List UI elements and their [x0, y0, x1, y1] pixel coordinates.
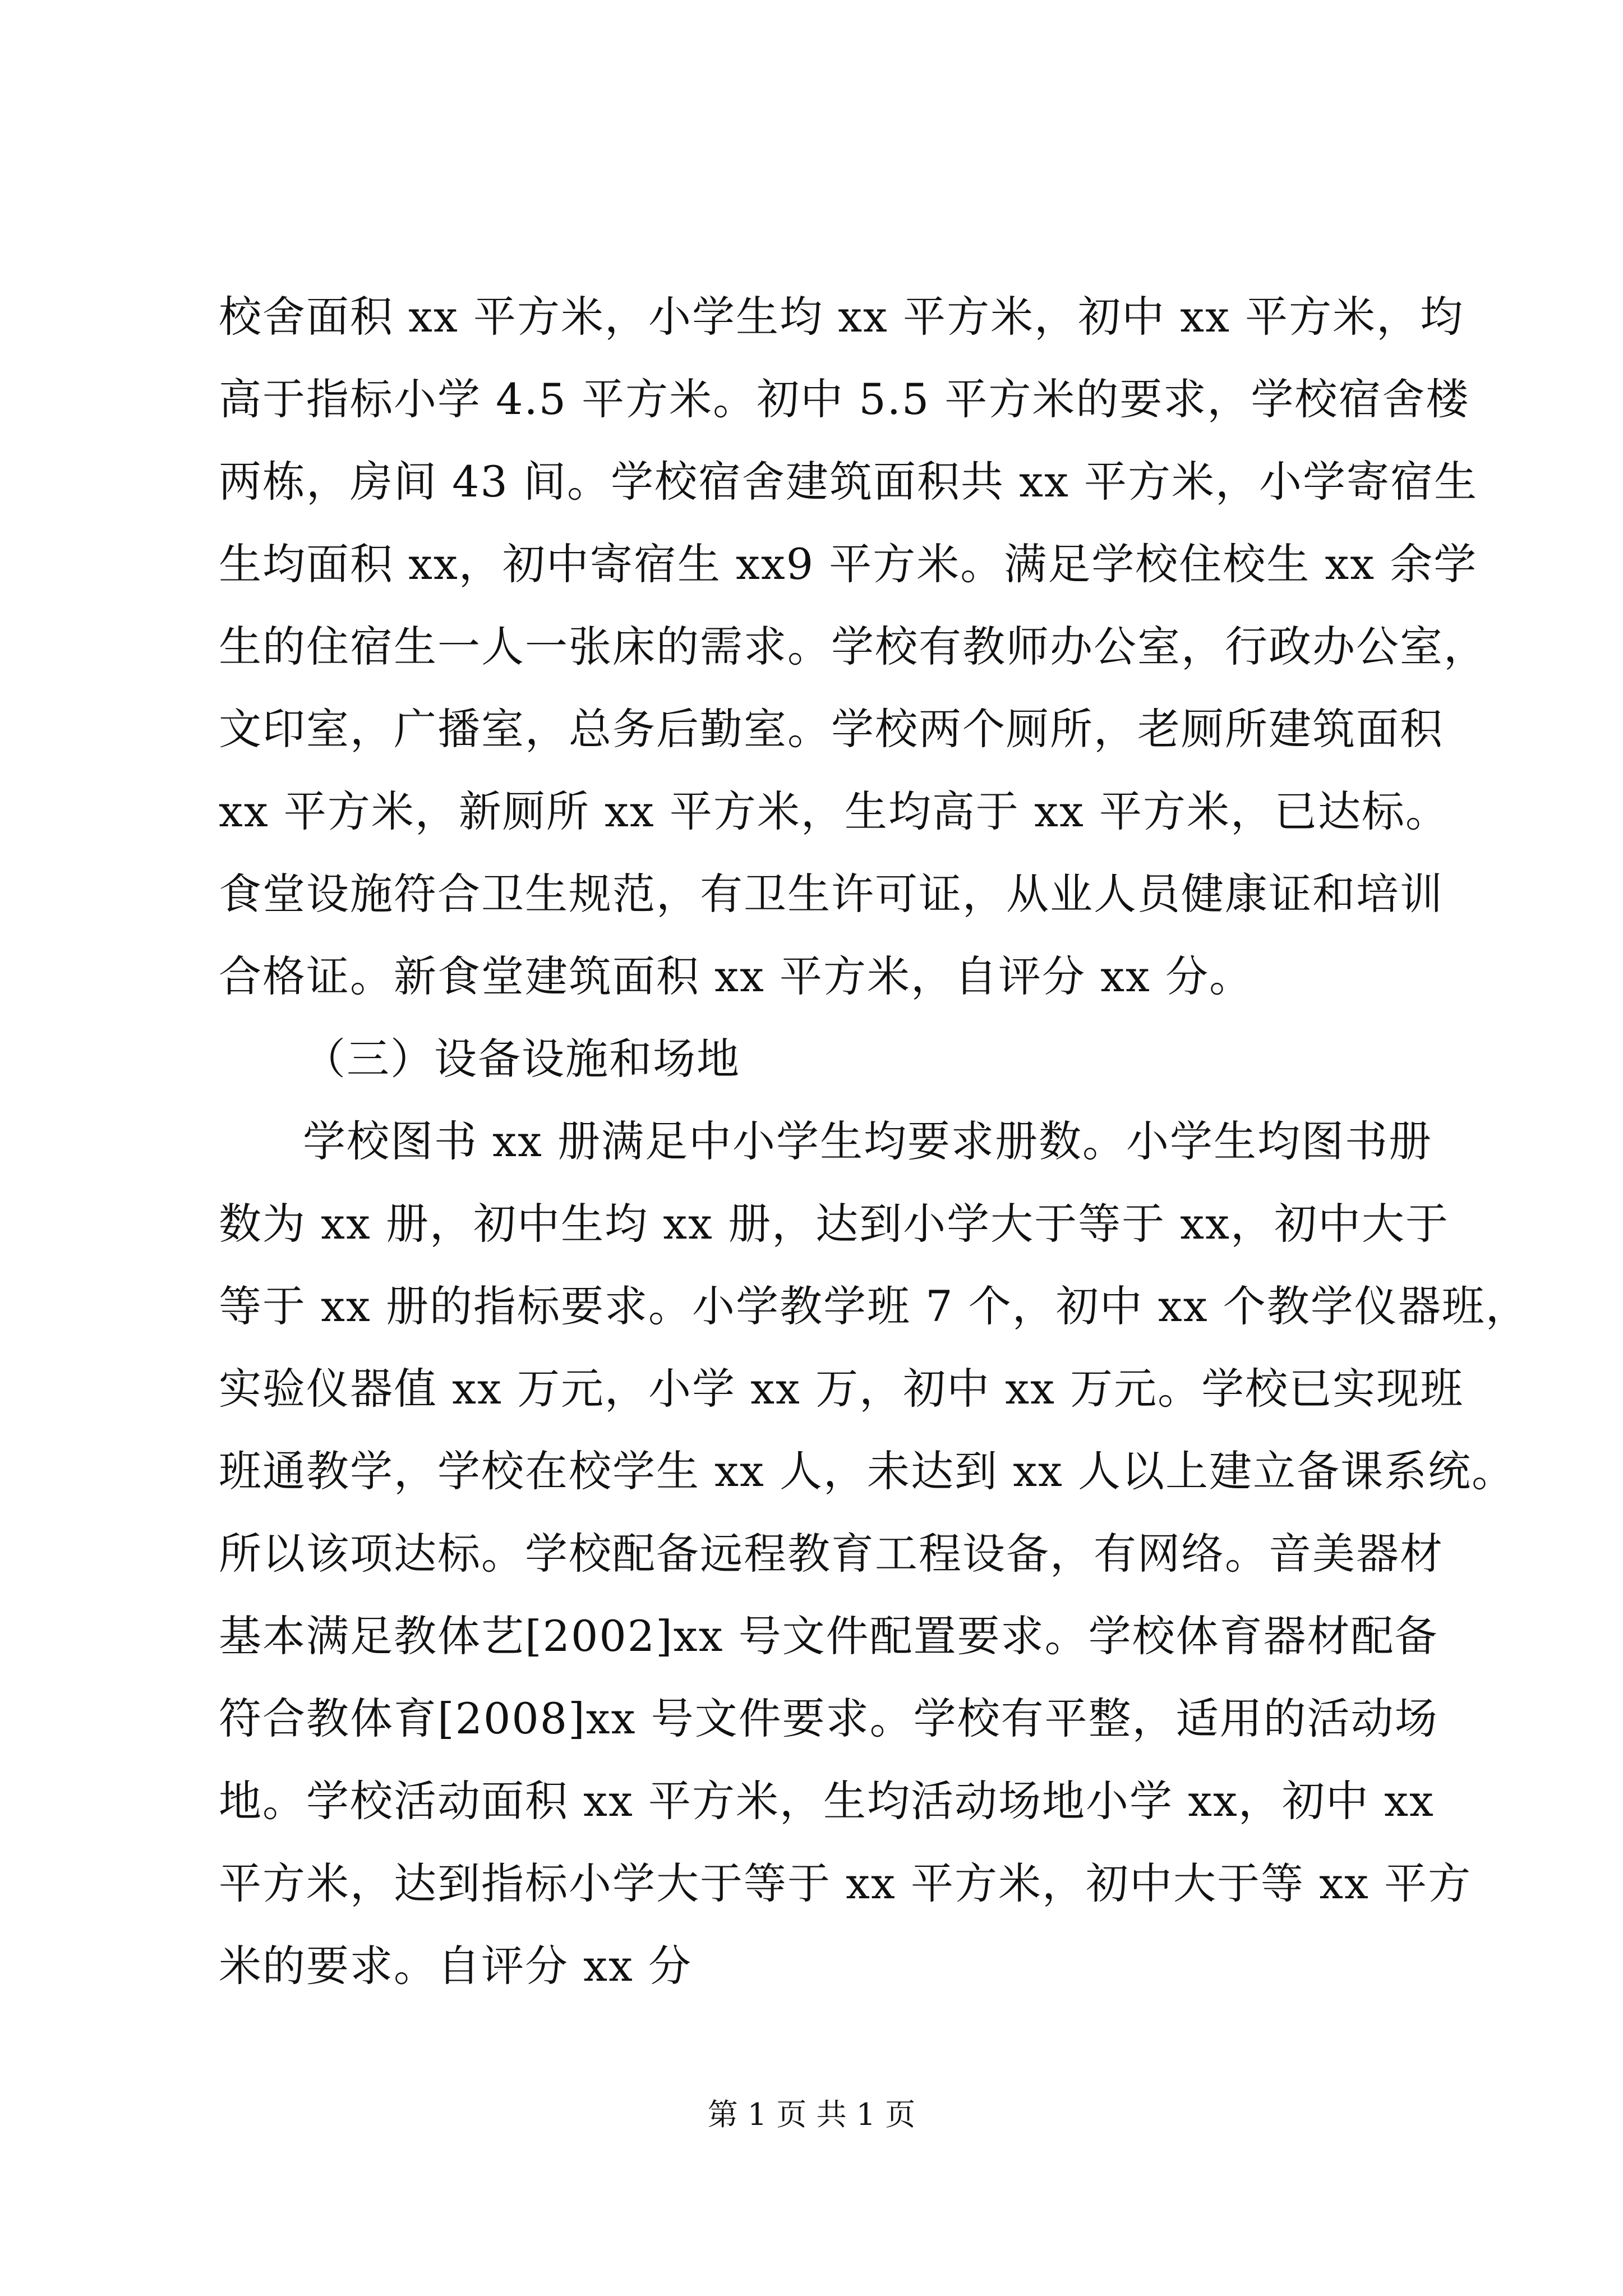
- paragraph-line: 高于指标小学 4.5 平方米。初中 5.5 平方米的要求，学校宿舍楼: [219, 374, 1470, 424]
- paragraph-line: 生均面积 xx，初中寄宿生 xx9 平方米。满足学校住校生 xx 余学: [219, 539, 1478, 589]
- paragraph-line: 数为 xx 册，初中生均 xx 册，达到小学大于等于 xx，初中大于: [219, 1199, 1449, 1249]
- paragraph-line: 生的住宿生一人一张床的需求。学校有教师办公室，行政办公室，: [219, 622, 1487, 671]
- paragraph-line: xx 平方米，新厕所 xx 平方米，生均高于 xx 平方米，已达标。: [219, 786, 1449, 836]
- paragraph-line: 实验仪器值 xx 万元，小学 xx 万，初中 xx 万元。学校已实现班: [219, 1364, 1464, 1414]
- paragraph-line: 地。学校活动面积 xx 平方米，生均活动场地小学 xx，初中 xx: [219, 1776, 1435, 1826]
- paragraph-line: 符合教体育[2008]xx 号文件要求。学校有平整，适用的活动场: [219, 1694, 1438, 1743]
- paragraph-line: 等于 xx 册的指标要求。小学教学班 7 个，初中 xx 个教学仪器班，: [219, 1281, 1529, 1331]
- paragraph-line: 基本满足教体艺[2002]xx 号文件配置要求。学校体育器材配备: [219, 1611, 1438, 1661]
- paragraph-line: 合格证。新食堂建筑面积 xx 平方米，自评分 xx 分。: [219, 951, 1253, 1001]
- paragraph-line: 班通教学，学校在校学生 xx 人，未达到 xx 人以上建立备课系统。: [219, 1446, 1516, 1496]
- paragraph-line: 平方米，达到指标小学大于等于 xx 平方米，初中大于等 xx 平方: [219, 1858, 1472, 1908]
- paragraph-line: 学校图书 xx 册满足中小学生均要求册数。小学生均图书册: [303, 1116, 1433, 1166]
- page-footer: 第 1 页 共 1 页: [707, 2097, 916, 2132]
- paragraph-line: 米的要求。自评分 xx 分: [219, 1941, 693, 1991]
- paragraph-line: 两栋，房间 43 间。学校宿舍建筑面积共 xx 平方米，小学寄宿生: [219, 457, 1478, 507]
- paragraph-line: 校舍面积 xx 平方米，小学生均 xx 平方米，初中 xx 平方米，均: [219, 292, 1464, 342]
- paragraph-line: 文印室，广播室，总务后勤室。学校两个厕所，老厕所建筑面积: [219, 704, 1444, 754]
- paragraph-line: 食堂设施符合卫生规范，有卫生许可证，从业人员健康证和培训: [219, 869, 1444, 919]
- paragraph-line: 所以该项达标。学校配备远程教育工程设备，有网络。音美器材: [219, 1529, 1444, 1579]
- section-heading: （三）设备设施和场地: [303, 1034, 740, 1084]
